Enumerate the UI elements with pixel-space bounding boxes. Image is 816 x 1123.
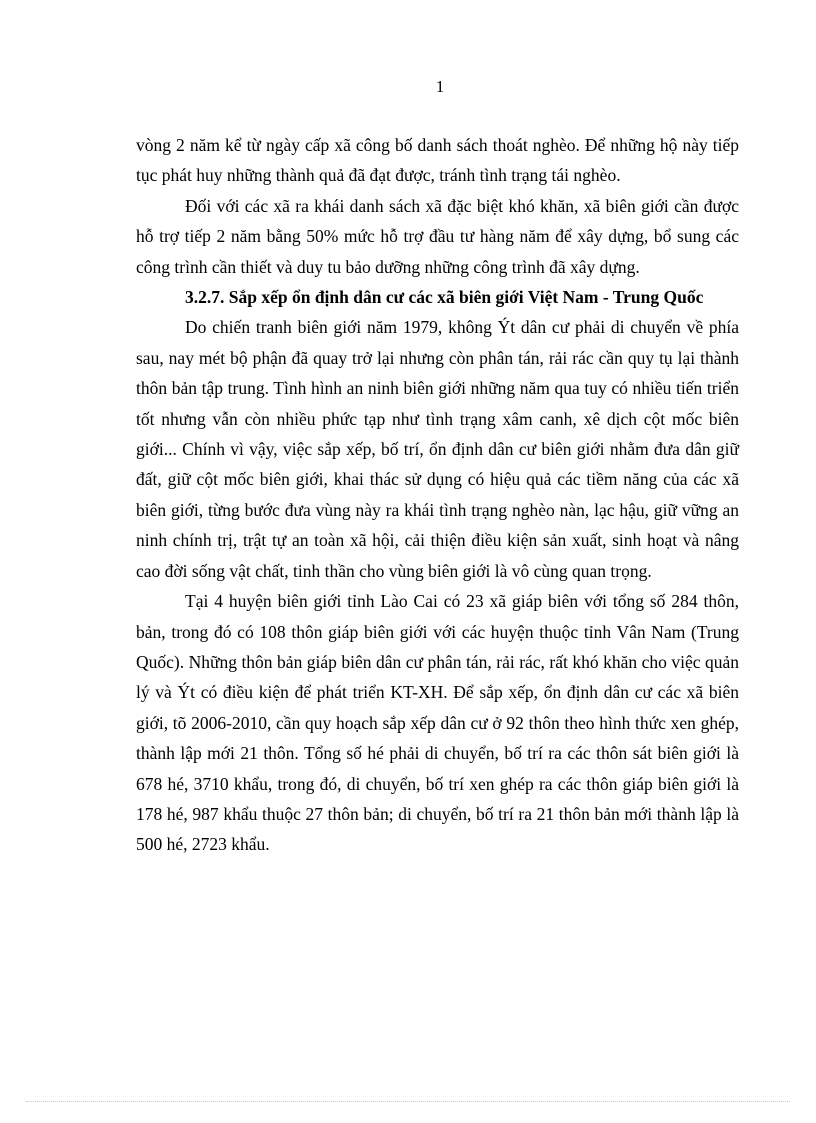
page-number: 1 [435, 77, 445, 96]
paragraph-support-policy: Đối với các xã ra khái danh sách xã đặc biệt khó khăn, xã biên giới cần được hỗ trợ tiếp 2 năm bằng 50% mức hỗ trợ đầu tư hàng năm để xây dựng, bổ sung các công trình cần thiết và duy tu bảo dưỡng những công trình đã xây dựng. [136, 195, 739, 277]
section-heading: 3.2.7. Sắp xếp ổn định dân cư các xã biên giới Việt Nam - Trung Quốc [185, 287, 704, 308]
page-bottom-divider [26, 1101, 790, 1102]
paragraph-continued: vòng 2 năm kể từ ngày cấp xã công bố danh sách thoát nghèo. Để những hộ này tiếp tục phát huy những thành quả đã đạt được, tránh tình trạng tái nghèo. [136, 135, 739, 186]
paragraph-border-context: Do chiến tranh biên giới năm 1979, không Ýt dân cư phải di chuyển về phía sau, nay mét bộ phận đã quay trở lại nhưng còn phân tán, rải rác cần quy tụ lại thành thôn bản tập trung. Tình hình an ninh biên giới những năm qua tuy có nhiều tiến triển tốt nhưng vẫn còn nhiều phức tạp như tình trạng xâm canh, xê dịch cột mốc biên giới... Chính vì vậy, việc sắp xếp, bố trí, ổn định dân cư biên giới nhằm đưa dân giữ đất, giữ cột mốc biên giới, khai thác sử dụng có hiệu quả các tiềm năng của các xã biên giới, từng bước đưa vùng này ra khái tình trạng nghèo nàn, lạc hậu, giữ vững an ninh chính trị, trật tự an toàn xã hội, cải thiện điều kiện sản xuất, sinh hoạt và nâng cao đời sống vật chất, tinh thần cho vùng biên giới là vô cùng quan trọng. [136, 317, 739, 581]
document-body [136, 130, 739, 860]
paragraph-lao-cai-plan: Tại 4 huyện biên giới tỉnh Lào Cai có 23 xã giáp biên với tổng số 284 thôn, bản, trong đó có 108 thôn giáp biên giới với các huyện thuộc tỉnh Vân Nam (Trung Quốc). Những thôn bản giáp biên dân cư phân tán, rải rác, rất khó khăn cho việc quản lý và Ýt có điều kiện để phát triển KT-XH. Để sắp xếp, ổn định dân cư các xã biên giới, tõ 2006-2010, cần quy hoạch sắp xếp dân cư ở 92 thôn theo hình thức xen ghép, thành lập mới 21 thôn. Tổng số hé phải di chuyển, bố trí ra các thôn sát biên giới là 678 hé, 3710 khẩu, trong đó, di chuyển, bố trí xen ghép ra các thôn giáp biên giới là 178 hé, 987 khẩu thuộc 27 thôn bản; di chuyển, bố trí ra 21 thôn bản mới thành lập là 500 hé, 2723 khẩu. [136, 591, 739, 855]
